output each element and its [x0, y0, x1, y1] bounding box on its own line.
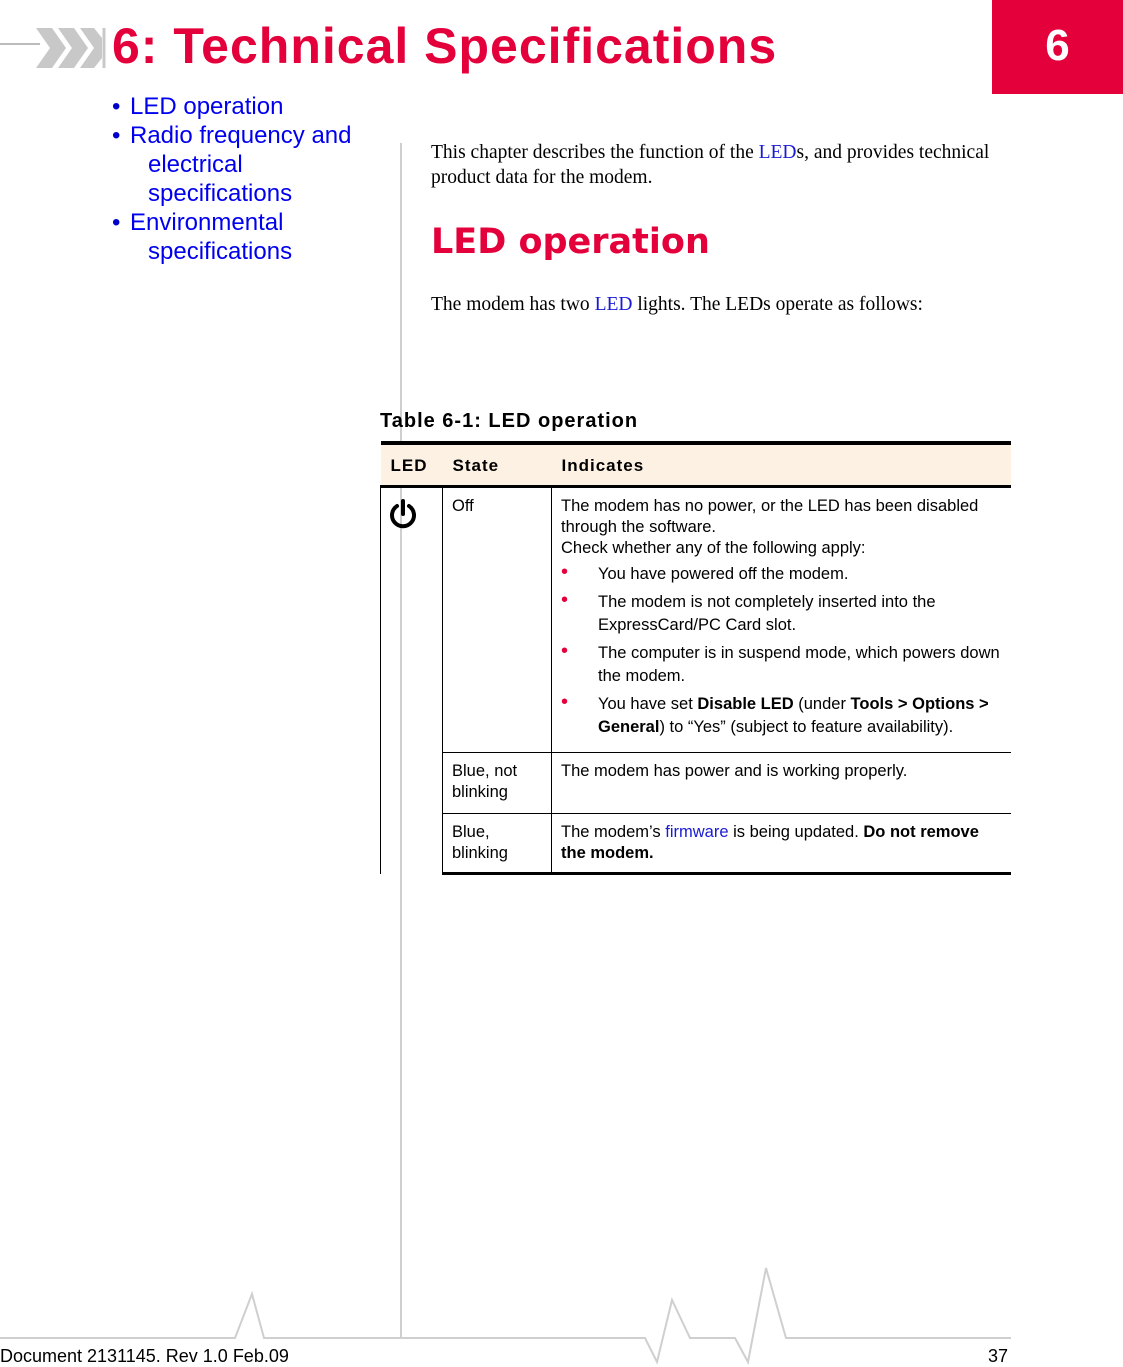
state-cell: Blue, not blinking: [443, 753, 552, 814]
indicates-cell: The modem’s firmware is being updated. Do not remove the modem.: [552, 814, 1012, 874]
footer-page-number: 37: [988, 1346, 1009, 1366]
intro-text: s, and provides technical product data for the modem.: [431, 142, 990, 188]
power-icon: [387, 498, 419, 530]
ui-term: Disable LED: [697, 695, 794, 713]
state-cell: Blue, blinking: [443, 814, 552, 874]
footer-document-id: Document 2131145. Rev 1.0 Feb.09: [0, 1346, 289, 1366]
indicates-cell: [552, 487, 1012, 753]
indicates-text: The modem has no power, or the LED has been disabled through the software.: [561, 497, 979, 536]
header-indicates: Indicates: [552, 443, 1012, 487]
section-paragraph: [431, 292, 1031, 317]
table-row: [381, 753, 1012, 814]
header-state: State: [443, 443, 552, 487]
toc-item-environmental[interactable]: [112, 208, 372, 266]
bullet-icon: •: [561, 589, 569, 611]
table-row: [381, 487, 1012, 753]
led-cell: [381, 487, 443, 874]
toc-bullet: •: [112, 209, 121, 236]
chapter-toc: [112, 92, 372, 266]
paragraph-text: lights. The LEDs operate as follows:: [632, 294, 923, 315]
ui-path: Tools > Options > General: [598, 695, 989, 736]
toc-item-led-operation[interactable]: [112, 92, 372, 121]
chapter-title: 6: Technical Specifications: [112, 18, 778, 74]
warning-text: Do not remove the modem.: [561, 823, 979, 862]
state-cell: Off: [443, 487, 552, 753]
led-glossary-link[interactable]: LED: [594, 294, 633, 315]
indicates-text: Check whether any of the following apply:: [561, 539, 866, 557]
bullet-icon: •: [561, 561, 569, 583]
toc-link[interactable]: Environmental: [130, 209, 284, 236]
toc-bullet: •: [112, 122, 121, 149]
section-title: LED operation: [431, 222, 710, 262]
toc-link[interactable]: specifications: [148, 180, 293, 207]
paragraph-text: The modem has two: [431, 294, 595, 315]
toc-link[interactable]: specifications: [148, 238, 293, 265]
firmware-glossary-link[interactable]: firmware: [665, 823, 729, 841]
intro-text: This chapter describes the function of the: [431, 142, 759, 163]
table-caption: Table 6-1: LED operation: [380, 410, 639, 432]
chapter-intro: [431, 140, 1021, 190]
toc-link[interactable]: LED operation: [130, 93, 284, 120]
led-operation-table: [380, 441, 1011, 875]
list-item: • You have powered off the modem.: [561, 561, 849, 583]
indicates-cell: The modem has power and is working properly.: [552, 753, 1012, 814]
table-header-row: [381, 443, 1012, 487]
toc-bullet: •: [112, 93, 121, 120]
bullet-icon: •: [561, 640, 569, 662]
list-item: • The modem is not completely inserted into the ExpressCard/PC Card slot.: [561, 589, 936, 634]
list-item: • You have set Disable LED (under Tools > Options > General) to “Yes” (subject to feature availability).: [561, 691, 989, 736]
table-row: [381, 814, 1012, 874]
bullet-icon: •: [561, 691, 569, 713]
reason-list: [561, 563, 1002, 739]
list-item: • The computer is in suspend mode, which powers down the modem.: [561, 640, 1000, 685]
toc-link[interactable]: electrical: [148, 151, 243, 178]
header-led: LED: [381, 443, 443, 487]
led-glossary-link[interactable]: LED: [758, 142, 797, 163]
toc-item-radio-frequency[interactable]: [112, 121, 372, 208]
toc-link[interactable]: Radio frequency and: [130, 122, 352, 149]
chapter-number-tab: 6: [992, 0, 1123, 94]
header-arrows-icon: [36, 28, 102, 68]
